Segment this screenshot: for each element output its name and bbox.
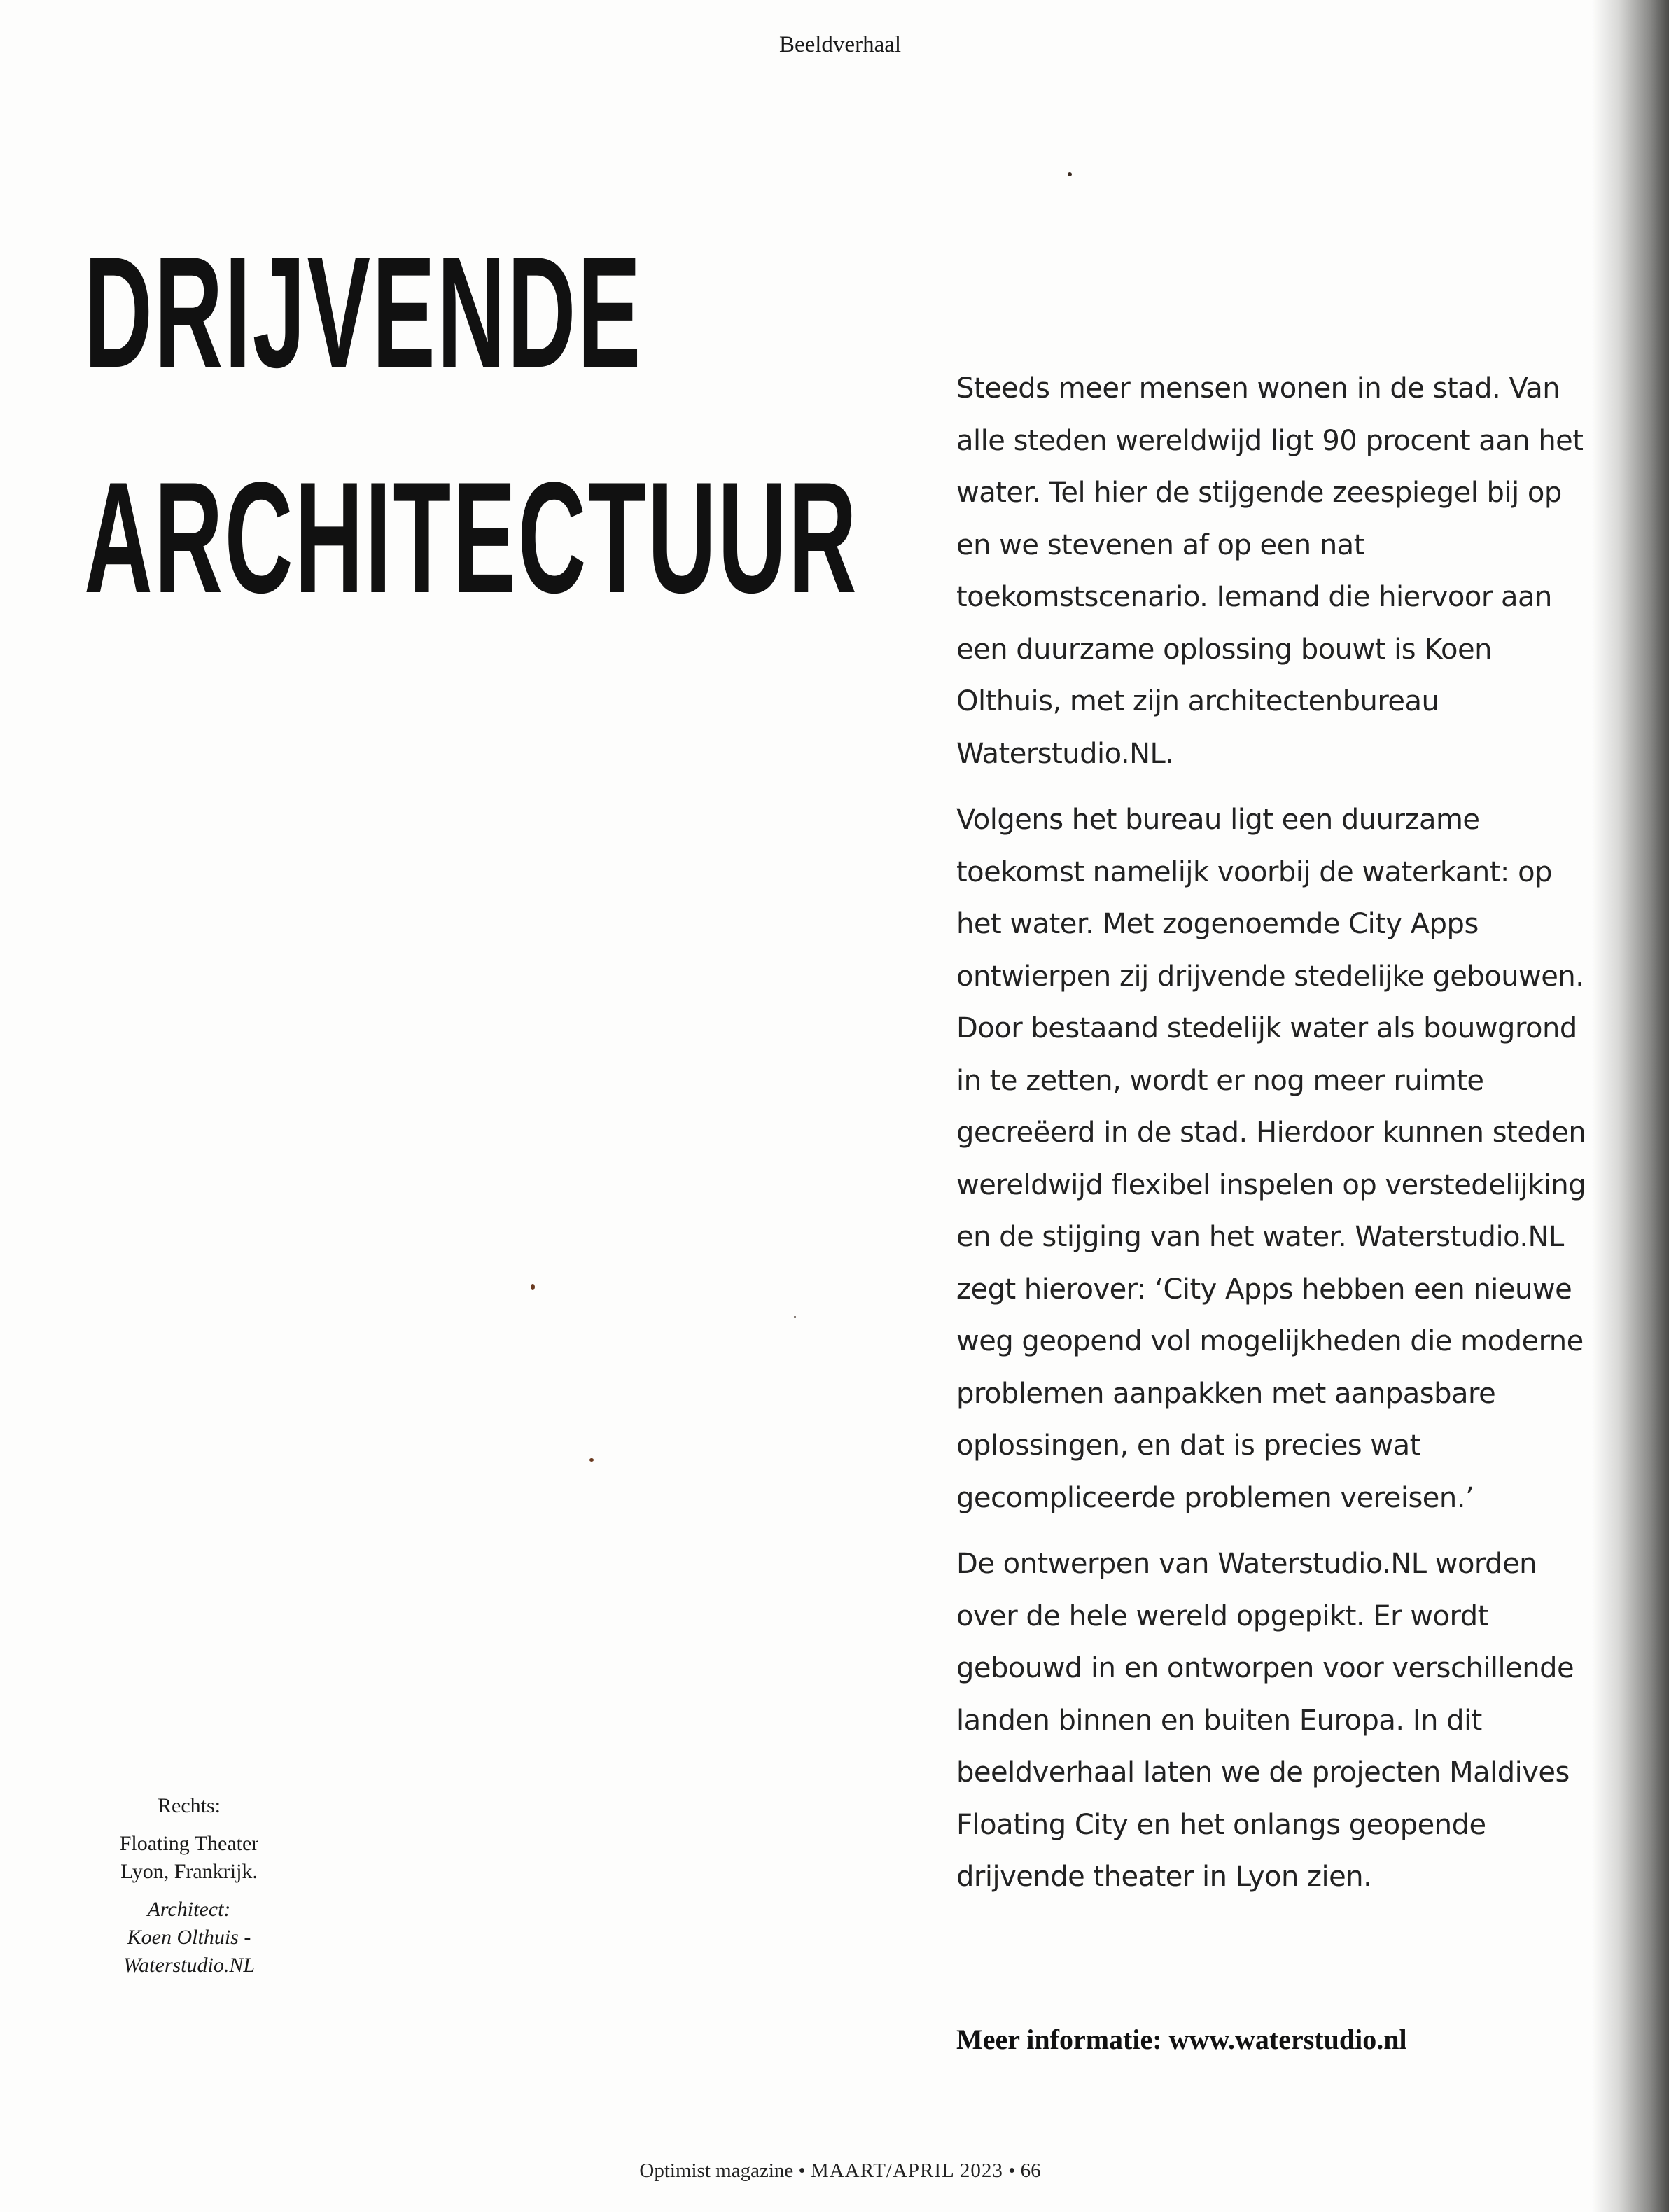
scan-speck xyxy=(589,1458,594,1462)
paragraph-1: Steeds meer mensen wonen in de stad. Van alle steden wereldwijd ligt 90 procent aan het water. Tel hier de stijgende zeespiegel bij op en we stevenen af op een nat toekomstscenario. Iemand die hiervoor aan een duurzame oplossing bouwt is Koen Olthuis, met zijn architectenbureau Waterstudio.NL. xyxy=(956,372,1584,770)
caption-title-line-1: Floating Theater xyxy=(119,1832,259,1855)
article-body xyxy=(956,363,1586,1917)
photo-caption xyxy=(77,1792,301,1980)
caption-credit-line-2: Koen Olthuis - xyxy=(127,1926,251,1949)
paragraph-2: Volgens het bureau ligt een duurzame toekomst namelijk voorbij de waterkant: op het water. Met zogenoemde City Apps ontwierpen zij drijvende stedelijke gebouwen. Door bestaand stedelijk water als bouwgrond in te zetten, wordt er nog meer ruimte gecreëerd in de stad. Hierdoor kunnen steden wereldwijd flexibel inspelen op verstedelijking en de stijging van het water. Waterstudio.NL zegt hierover: ‘City Apps hebben een nieuwe weg geopend vol mogelijkheden die moderne problemen aanpakken met aanpasbare oplossingen, en dat is precies wat gecompliceerde problemen vereisen.’ xyxy=(956,804,1586,1514)
footer-separator: • xyxy=(798,2160,806,2182)
caption-credit-line-1: Architect: xyxy=(147,1898,231,1921)
headline-line-2: ARCHITECTUUR xyxy=(84,449,858,626)
page-footer xyxy=(490,2160,1190,2183)
section-label: Beeldverhaal xyxy=(778,32,902,57)
paragraph-3: De ontwerpen van Waterstudio.NL worden over de hele wereld opgepikt. Er wordt gebouwd in en ontworpen voor verschillende landen binnen en buiten Europa. In dit beeldverhaal laten we de projecten Maldives Floating City en het onlangs geopende drijvende theater in Lyon zien. xyxy=(956,1548,1574,1893)
footer-page-number: 66 xyxy=(1020,2160,1041,2182)
footer-separator: • xyxy=(1008,2160,1016,2182)
headline-line-1: DRIJVENDE xyxy=(84,223,643,400)
footer-magazine: Optimist magazine xyxy=(639,2160,794,2182)
caption-credit xyxy=(77,1896,301,1980)
scan-speck xyxy=(531,1284,535,1290)
caption-label: Rechts: xyxy=(158,1794,221,1817)
scan-speck xyxy=(794,1316,796,1318)
scan-speck xyxy=(1068,172,1072,176)
caption-title-line-2: Lyon, Frankrijk. xyxy=(120,1860,258,1883)
footer-issue: MAART/APRIL 2023 xyxy=(810,2160,1003,2182)
caption-credit-line-3: Waterstudio.NL xyxy=(123,1954,256,1977)
more-info-link[interactable]: Meer informatie: www.waterstudio.nl xyxy=(956,2024,1407,2055)
page-spine-shadow xyxy=(1592,0,1669,2212)
